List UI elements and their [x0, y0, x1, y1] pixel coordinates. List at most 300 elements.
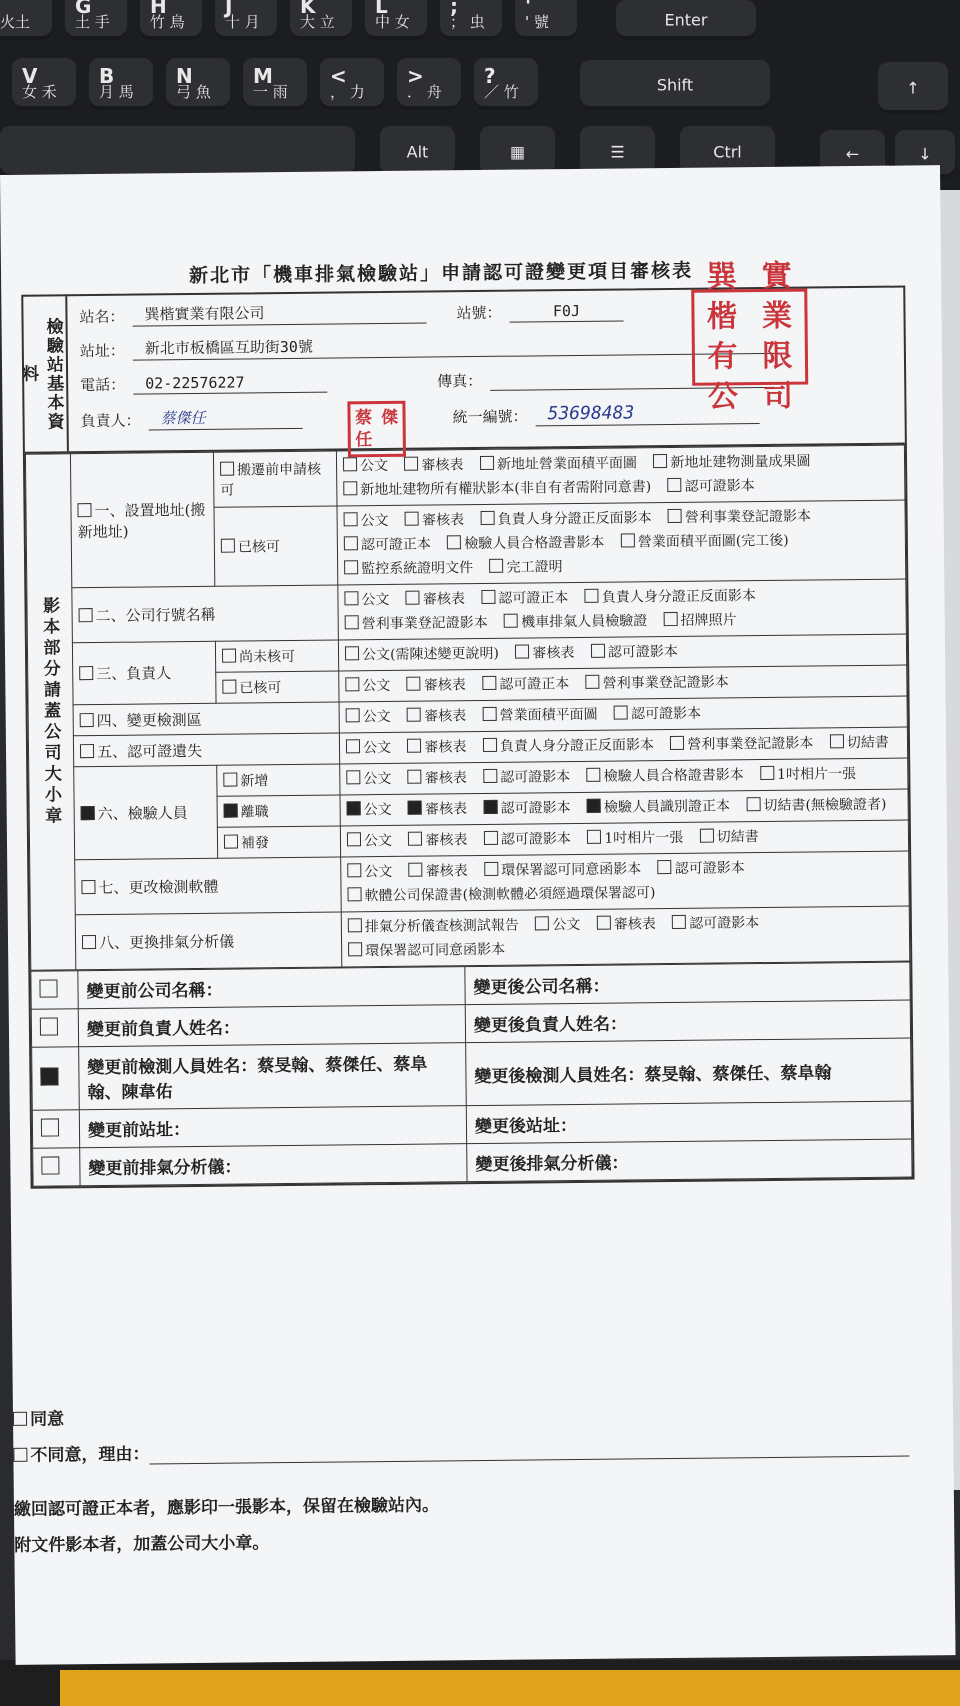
checkbox[interactable] [484, 831, 498, 845]
item-7-docs [341, 851, 910, 912]
checkbox[interactable] [408, 770, 422, 784]
document-label: 認可證影本 [607, 643, 678, 661]
checkbox[interactable] [344, 591, 358, 605]
checkbox[interactable] [77, 503, 91, 517]
keyboard-key: K 大 立 [290, 0, 352, 40]
document-item[interactable] [346, 740, 391, 756]
checkbox[interactable] [700, 829, 714, 843]
document-label: 審核表 [424, 708, 467, 725]
keyboard-key: 火土 [0, 0, 52, 40]
document-item[interactable] [347, 864, 392, 880]
item-6-sub1: 新增 [217, 764, 340, 796]
before-value: 變更前公司名稱： [78, 967, 465, 1009]
checkbox[interactable] [220, 462, 234, 476]
seal-char: 業 [761, 298, 793, 335]
checkbox[interactable] [347, 863, 361, 877]
document-item[interactable] [586, 674, 729, 691]
before-value: 變更前負責人姓名： [78, 1005, 465, 1047]
seal-char: 有 [707, 339, 738, 375]
arrow-down-key: ↓ [895, 130, 955, 178]
document-label: 檢驗人員合格證書影本 [464, 534, 605, 553]
document-label: 1吋相片一張 [777, 766, 857, 783]
item-1-docs-before [336, 445, 905, 506]
checkbox[interactable] [586, 675, 600, 689]
document-item[interactable] [614, 706, 701, 723]
change-row [32, 1038, 912, 1110]
document-label: 審核表 [425, 801, 468, 818]
item-2-docs [338, 579, 907, 640]
document-label: 公文 [361, 591, 390, 609]
document-label: 新地址建物所有權狀影本(非自有者需附同意書) [360, 479, 652, 499]
document-label: 公文 [363, 770, 392, 788]
checkbox[interactable] [614, 705, 628, 719]
document-item[interactable] [408, 832, 467, 849]
document-item[interactable] [407, 739, 466, 756]
document-label: 營利事業登記證影本 [361, 614, 488, 633]
document-item[interactable] [406, 591, 465, 608]
checkbox[interactable] [222, 649, 236, 663]
document-item[interactable] [504, 613, 647, 630]
checkbox[interactable] [80, 713, 94, 727]
after-value: 變更後檢測人員姓名：蔡旻翰、蔡傑任、蔡阜翰 [466, 1038, 912, 1106]
change-checkbox-cell [32, 1047, 80, 1110]
station-name-row: 站名： 巽楷實業有限公司 站號： F0J [79, 298, 623, 327]
checkbox[interactable] [668, 509, 682, 523]
document-item[interactable] [587, 830, 683, 847]
document-item[interactable] [480, 455, 637, 473]
checkbox[interactable] [223, 773, 237, 787]
checkbox[interactable] [672, 915, 686, 929]
document-label: 營利事業登記證影本 [602, 674, 729, 692]
checkbox[interactable] [515, 644, 529, 658]
checkbox[interactable] [79, 608, 93, 622]
document-item[interactable] [344, 560, 473, 577]
checkbox[interactable] [82, 935, 96, 949]
item-1-sub1: 搬遷前申請核可 [213, 451, 337, 507]
item-6: 六、檢驗人員 [74, 765, 218, 859]
keyboard-key: V 女 禾 [12, 58, 76, 110]
document-item[interactable] [345, 615, 488, 632]
document-label: 審核表 [424, 739, 467, 756]
checkbox[interactable] [345, 615, 359, 629]
document-item[interactable] [346, 709, 391, 725]
disagree-option: 不同意，理由： [13, 1432, 913, 1466]
keyboard-key: G 土 手 [65, 0, 127, 40]
item-6-sub2: 離職 [217, 795, 340, 827]
document-label: 審核表 [425, 832, 468, 849]
space-key [0, 126, 355, 178]
item-4: 四、變更檢測區 [73, 702, 339, 736]
checkbox[interactable] [346, 708, 360, 722]
checkbox[interactable] [346, 739, 360, 753]
checkbox[interactable] [404, 457, 418, 471]
checkbox[interactable] [481, 590, 495, 604]
seal-char: 傑 [380, 407, 399, 429]
document-item[interactable] [345, 678, 390, 694]
change-checkbox-cell [31, 1009, 78, 1047]
checkbox[interactable] [670, 736, 684, 750]
document-item[interactable] [484, 861, 641, 879]
checkbox[interactable] [480, 511, 494, 525]
document-item[interactable] [346, 771, 391, 787]
checkbox[interactable] [483, 800, 497, 814]
document-label: 營利事業登記證影本 [687, 735, 814, 753]
checkbox[interactable] [587, 768, 601, 782]
arrow-up-key: ↑ [878, 62, 948, 114]
document-item[interactable] [535, 917, 580, 933]
checkbox[interactable] [343, 481, 357, 495]
document-item[interactable] [405, 512, 464, 529]
document-item[interactable] [482, 676, 569, 693]
checkbox[interactable] [221, 539, 235, 553]
item-3: 三、負責人 [72, 641, 216, 704]
checkbox[interactable] [13, 1412, 27, 1426]
document-label: 認可證影本 [684, 478, 755, 495]
basic-info-label: 檢驗站基本資料 [23, 296, 69, 451]
document-item[interactable] [591, 644, 678, 661]
document-label: 審核表 [532, 645, 575, 662]
owner-signature: 蔡傑任 [148, 406, 302, 431]
document-label: 公文 [364, 863, 393, 881]
after-value: 變更後公司名稱： [465, 962, 910, 1005]
document-item[interactable] [344, 537, 431, 554]
document-item[interactable] [653, 454, 810, 472]
address-value: 新北市板橋區互助街30號 [133, 331, 777, 361]
document-label: 審核表 [421, 457, 464, 474]
document-label: 審核表 [422, 512, 465, 529]
item-3-sub2: 已核可 [216, 671, 339, 703]
checkbox-checked[interactable] [224, 804, 238, 818]
changes-table [30, 962, 912, 1187]
checkbox[interactable] [621, 533, 635, 547]
document-item[interactable] [515, 645, 574, 662]
document-label: 認可證影本 [674, 860, 745, 877]
checkbox[interactable] [13, 1448, 27, 1462]
checkbox[interactable] [81, 880, 95, 894]
document-item[interactable] [347, 885, 655, 904]
checkbox[interactable] [39, 979, 57, 997]
checkbox[interactable] [490, 559, 504, 573]
document-item[interactable] [587, 767, 744, 785]
document-label: 機車排氣人員檢驗證 [521, 613, 648, 631]
document-item[interactable] [409, 863, 468, 880]
document-label: 公文 [362, 708, 391, 726]
checkbox[interactable] [347, 801, 361, 815]
document-label: 認可證正本 [360, 536, 431, 554]
checkbox[interactable] [407, 677, 421, 691]
enter-key: Enter [616, 0, 756, 40]
note-1: 繳回認可證正本者，應影印一張影本，保留在檢驗站內。 [13, 1495, 440, 1520]
document-label: 公文 [552, 916, 581, 934]
document-item[interactable] [480, 510, 651, 528]
document-label: 公文 [360, 512, 389, 530]
checkbox[interactable] [80, 744, 94, 758]
checkbox[interactable] [348, 918, 362, 932]
before-value: 變更前排氣分析儀： [80, 1144, 467, 1186]
keyboard-key: ? ／ 竹 [474, 58, 538, 110]
document-label: 新地址建物測量成果圖 [670, 453, 811, 471]
document-item[interactable] [668, 509, 811, 526]
company-seal [691, 258, 808, 415]
document-item[interactable] [484, 831, 571, 848]
document-label: 公文 [359, 457, 389, 475]
checkbox[interactable] [406, 591, 420, 605]
form-title: 新北市「機車排氣檢驗站」申請認可證變更項目審核表 [188, 259, 694, 288]
checkbox[interactable] [344, 536, 358, 550]
checkbox[interactable] [345, 677, 359, 691]
document-item[interactable] [347, 802, 392, 818]
checkbox[interactable] [483, 738, 497, 752]
phone-value: 02-22576227 [133, 373, 327, 395]
document-item[interactable] [408, 801, 467, 818]
seal-char: 公 [707, 379, 739, 415]
document-item[interactable] [483, 737, 654, 755]
item-7: 七、更改檢測軟體 [75, 857, 342, 915]
checkbox[interactable] [484, 862, 498, 876]
document-item[interactable] [672, 915, 759, 932]
document-item[interactable] [585, 588, 756, 606]
document-label: 認可證正本 [498, 590, 569, 607]
address-row: 站址： 新北市板橋區互助街30號 [80, 331, 777, 361]
document-label: 切結書 [716, 829, 759, 846]
before-value: 變更前檢測人員姓名：蔡旻翰、蔡傑任、蔡阜翰、陳韋佑 [79, 1043, 467, 1110]
checkbox[interactable] [343, 457, 357, 471]
seal-char [377, 429, 403, 451]
item-5: 五、認可證遺失 [73, 733, 339, 767]
keyboard-key: N 弓 魚 [166, 58, 230, 110]
windows-key: ▦ [480, 126, 555, 178]
after-value: 變更後負責人姓名： [465, 1000, 910, 1043]
tax-id-value: 53698483 [535, 401, 759, 426]
alt-key: Alt [380, 126, 455, 178]
menu-key: ☰ [580, 126, 655, 178]
checkbox[interactable] [668, 478, 682, 492]
keyboard-key: L 中 女 [365, 0, 427, 40]
checkbox[interactable] [347, 887, 361, 901]
document-label: 審核表 [613, 916, 656, 933]
document-item[interactable] [344, 592, 389, 608]
checkbox[interactable] [409, 863, 423, 877]
document-item[interactable] [343, 458, 388, 474]
document-item[interactable] [408, 770, 467, 787]
checkbox[interactable] [587, 830, 601, 844]
item-1: 一、設置地址(搬新地址) [70, 452, 214, 587]
checkbox[interactable] [597, 916, 611, 930]
item-2: 二、公司行號名稱 [72, 585, 339, 643]
checkbox[interactable] [224, 835, 238, 849]
document-label: 認可證正本 [499, 676, 570, 693]
document-label: 審核表 [423, 677, 466, 694]
checkbox[interactable] [408, 801, 422, 815]
checkbox[interactable] [344, 512, 358, 526]
station-no-value: F0J [509, 301, 623, 322]
checkbox-checked[interactable] [81, 806, 95, 820]
keyboard-key: ' ' 號 [515, 0, 577, 40]
checkbox[interactable] [408, 832, 422, 846]
checkbox[interactable] [79, 666, 93, 680]
document-item[interactable] [668, 478, 755, 495]
checkbox[interactable] [653, 454, 667, 468]
side-label: 影本部分請蓋公司大小章 [25, 454, 75, 970]
seal-char: 實 [761, 258, 792, 295]
checkbox[interactable] [587, 799, 601, 813]
document-item[interactable] [700, 829, 759, 846]
owner-seal [347, 401, 406, 458]
document-label: 負責人身分證正反面影本 [497, 510, 652, 528]
document-item[interactable] [483, 800, 570, 817]
item-1-sub2: 已核可 [214, 506, 338, 586]
after-value: 變更後站址： [466, 1101, 911, 1144]
form-table [17, 286, 914, 1189]
seal-char: 限 [762, 338, 793, 375]
document-label: 審核表 [422, 591, 466, 608]
checkbox[interactable] [345, 646, 359, 660]
document-item[interactable] [347, 833, 392, 849]
document-label: 審核表 [424, 770, 467, 787]
seal-char: 楷 [706, 299, 738, 335]
document-label: 公文 [363, 832, 393, 850]
document-item[interactable] [760, 766, 856, 783]
note-2: 附文件影本者，加蓋公司大小章。 [14, 1533, 270, 1556]
document-label: 認可證影本 [500, 769, 571, 786]
shift-key: Shift [580, 60, 770, 110]
item-8: 八、更換排氣分析儀 [75, 912, 342, 970]
checkbox[interactable] [830, 734, 844, 748]
document-item[interactable] [348, 918, 519, 936]
document-label: 認可證影本 [689, 915, 760, 932]
application-form [0, 165, 956, 1665]
document-label: 檢驗人員識別證正本 [603, 798, 731, 816]
checkbox[interactable] [585, 589, 599, 603]
document-label: 公文(需陳述變更說明) [361, 645, 500, 664]
document-label: 負責人身分證正反面影本 [499, 737, 654, 755]
document-item[interactable] [664, 612, 737, 629]
keyboard-key: < ， 力 [320, 58, 384, 110]
document-label: 軟體公司保證書(檢測軟體必須經過環保署認可) [364, 885, 656, 905]
document-item[interactable] [447, 535, 604, 553]
document-item[interactable] [407, 677, 466, 694]
checkbox[interactable] [407, 739, 421, 753]
station-name-value: 巽楷實業有限公司 [132, 301, 426, 327]
document-label: 檢驗人員合格證書影本 [603, 767, 744, 785]
yellow-object [60, 1670, 960, 1706]
keyboard [0, 0, 960, 190]
checkbox[interactable] [760, 766, 774, 780]
checkbox[interactable] [41, 1156, 59, 1174]
agree-option: 同意 [13, 1396, 913, 1430]
document-item[interactable] [670, 736, 813, 753]
document-item[interactable] [343, 479, 651, 498]
document-item[interactable] [621, 533, 789, 551]
checkbox[interactable] [591, 644, 605, 658]
document-label: 環保署認可同意函影本 [365, 941, 506, 960]
checkbox[interactable] [407, 708, 421, 722]
phone-row: 電話： 02-22576227 傳真： [80, 367, 774, 395]
keyboard-key: M 一 雨 [243, 58, 307, 110]
document-label: 排氣分析儀查核測試報告 [364, 917, 519, 936]
owner-row: 負責人： 蔡傑任 統一編號： 53698483 [80, 401, 759, 431]
seal-char: 任 [355, 430, 373, 451]
document-item[interactable] [345, 646, 499, 664]
checkbox[interactable] [480, 456, 494, 470]
checkbox[interactable] [482, 676, 496, 690]
checkbox[interactable] [746, 797, 760, 811]
document-label: 營業面積平面圖 [499, 706, 598, 724]
before-value: 變更前站址： [79, 1106, 466, 1148]
items-table [25, 445, 910, 971]
item-3-sub1: 尚未核可 [215, 640, 338, 672]
document-item[interactable] [597, 916, 656, 933]
checkbox[interactable] [40, 1017, 58, 1035]
document-label: 招牌照片 [680, 612, 737, 629]
checkbox[interactable] [41, 1118, 59, 1136]
reason-line[interactable] [150, 1456, 910, 1465]
checkbox[interactable] [405, 512, 419, 526]
checkbox[interactable] [222, 680, 236, 694]
document-label: 負責人身分證正反面影本 [601, 588, 756, 606]
document-item[interactable] [483, 769, 570, 786]
document-item[interactable] [830, 735, 889, 752]
document-item[interactable] [404, 457, 463, 474]
document-item[interactable] [348, 942, 505, 960]
document-label: 公文 [362, 677, 391, 695]
document-item[interactable] [658, 860, 745, 877]
checkbox[interactable] [344, 560, 358, 574]
document-item[interactable] [481, 590, 568, 607]
checkbox[interactable] [346, 770, 360, 784]
seal-char: 司 [762, 378, 794, 415]
keyboard-key: H 竹 鳥 [140, 0, 202, 40]
change-checkbox-cell [33, 1148, 80, 1186]
checkbox[interactable] [447, 535, 461, 549]
item-8-docs [341, 906, 910, 967]
arrow-left-key: ← [820, 130, 885, 178]
document-item[interactable] [344, 513, 389, 529]
checkbox[interactable] [347, 832, 361, 846]
document-label: 1吋相片一張 [604, 829, 684, 847]
document-item[interactable] [407, 708, 466, 725]
document-label: 切結書(無檢驗證者) [763, 796, 887, 815]
keyboard-key: J 十 月 [215, 0, 277, 40]
document-label: 監控系統證明文件 [361, 560, 474, 578]
document-item[interactable] [490, 559, 563, 576]
document-label: 公文 [362, 739, 392, 757]
checkbox[interactable] [483, 769, 497, 783]
after-value: 變更後排氣分析儀： [467, 1139, 912, 1182]
checkbox-checked[interactable] [40, 1067, 58, 1085]
document-label: 認可證影本 [500, 800, 571, 817]
checkbox[interactable] [664, 612, 678, 626]
document-label: 認可證影本 [630, 705, 702, 723]
document-label: 營業面積平面圖(完工後) [637, 532, 789, 551]
document-item[interactable] [587, 798, 730, 815]
checkbox[interactable] [535, 916, 549, 930]
document-item[interactable] [483, 707, 598, 724]
checkbox[interactable] [483, 707, 497, 721]
change-row [33, 1139, 912, 1186]
document-label: 公文 [363, 801, 392, 819]
change-checkbox-cell [32, 1110, 79, 1148]
document-item[interactable] [746, 797, 886, 814]
change-checkbox-cell [31, 971, 78, 1009]
checkbox[interactable] [658, 860, 672, 874]
ctrl-key: Ctrl [680, 126, 775, 178]
document-label: 認可證影本 [500, 831, 571, 848]
checkbox[interactable] [504, 614, 518, 628]
document-label: 環保署認可同意函影本 [501, 861, 642, 879]
seal-char: 巽 [706, 259, 737, 295]
checkbox[interactable] [348, 942, 362, 956]
